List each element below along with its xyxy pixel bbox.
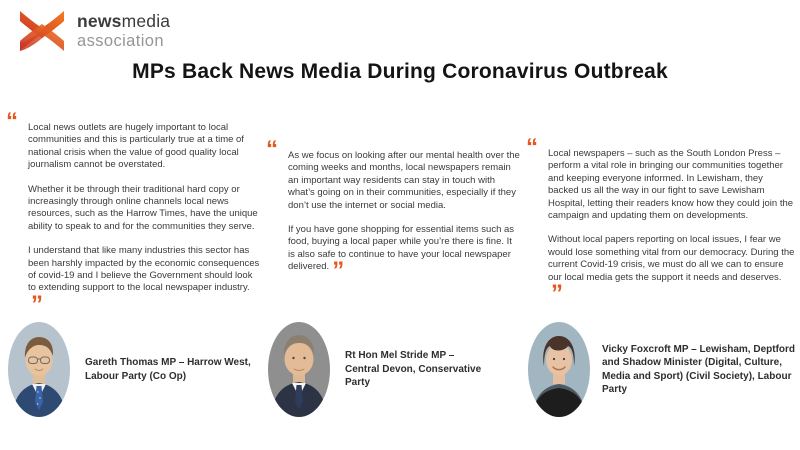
portrait-photo-mel-stride [268,322,330,417]
news-media-association-logo [16,8,170,54]
logo-wordmark [77,13,170,49]
nma-logo-icon [16,8,68,54]
portrait-photo-gareth-thomas [8,322,70,417]
quote-vicky-foxcroft [526,134,796,308]
open-quote-icon: “ [6,108,18,135]
quote-paragraph: Whether it be through their traditional hard copy or increasingly through online channels local news resources, such as the Harrow Times, have the unique ability to speak to and for the communities they serve. [28,183,258,232]
attribution-name: Vicky Foxcroft MP – Lewisham, Deptford and Shadow Minister (Digital, Culture, Media and Sport) (Civil Society), Labour Party [602,343,796,395]
quote-paragraph: As we focus on looking after our mental health over the coming weeks and months, local newspapers remain an important way residents can stay in touch with what’s going on in their communities, especially if they don’t use the internet or social media. [288,150,520,211]
attribution-name: Gareth Thomas MP – Harrow West, Labour Party (Co Op) [85,357,251,382]
logo-word-media: media [121,11,171,31]
quote-paragraph: Local news outlets are hugely important to local communities and this is particularly true at a time of national crisis when the value of good quality local journalism cannot be overstated. [28,122,244,171]
attribution-name: Rt Hon Mel Stride MP – Central Devon, Conservative Party [345,350,482,389]
quote-paragraph: If you have gone shopping for essential items such as food, buying a local paper while you’re there is fine. It is also safe to continue to have your local newspaper delivered. ” [288,224,515,285]
quote-paragraph-text: I understand that like many industries this sector has been harshly impacted by the economic consequences of covid-19 and I believe the Government should look to extending support to the local newspaper industry. [28,245,260,294]
quote-gareth-thomas [6,108,260,318]
portrait-photo-vicky-foxcroft [528,322,590,417]
quote-mel-stride [266,136,520,307]
logo-word-association: association [77,31,164,50]
quote-paragraph: I understand that like many industries this sector has been harshly impacted by the economic consequences of covid-19 and I believe the Government should look to extending support to the local newspaper industry.” [28,245,260,318]
profile-gareth-thomas [8,322,260,417]
profile-mel-stride [268,322,520,417]
quote-paragraph: Without local papers reporting on local issues, I fear we would lose something vital from our democracy. During the current Covid-19 crisis, we must do all we can to ensure our local media gets the support it needs and deserves.” [548,234,795,308]
open-quote-icon: “ [526,134,538,161]
profile-vicky-foxcroft [528,322,796,417]
quote-paragraph: Local newspapers – such as the South London Press – perform a vital role in bringing our communities together and keeping everyone informed. In Lewisham, they backed us all the way in our fight to save Lewisham Hospital, letting their readers know how they could join the campaign and updating them on developments. [548,148,794,222]
page-title: MPs Back News Media During Coronavirus Outbreak [132,60,668,83]
quote-paragraph-text: Without local papers reporting on local issues, I fear we would lose something vital from our democracy. During the current Covid-19 crisis, we must do all we can to ensure our local media gets the support it needs and deserves. [548,234,795,283]
profiles-row [8,322,796,417]
open-quote-icon: “ [266,136,278,163]
quotes-row [6,108,796,318]
logo-word-news: news [77,11,122,31]
quote-paragraph-text: If you have gone shopping for essential items such as food, buying a local paper while you’re there is fine. It is also safe to continue to have your local newspaper delivered. [288,224,515,273]
